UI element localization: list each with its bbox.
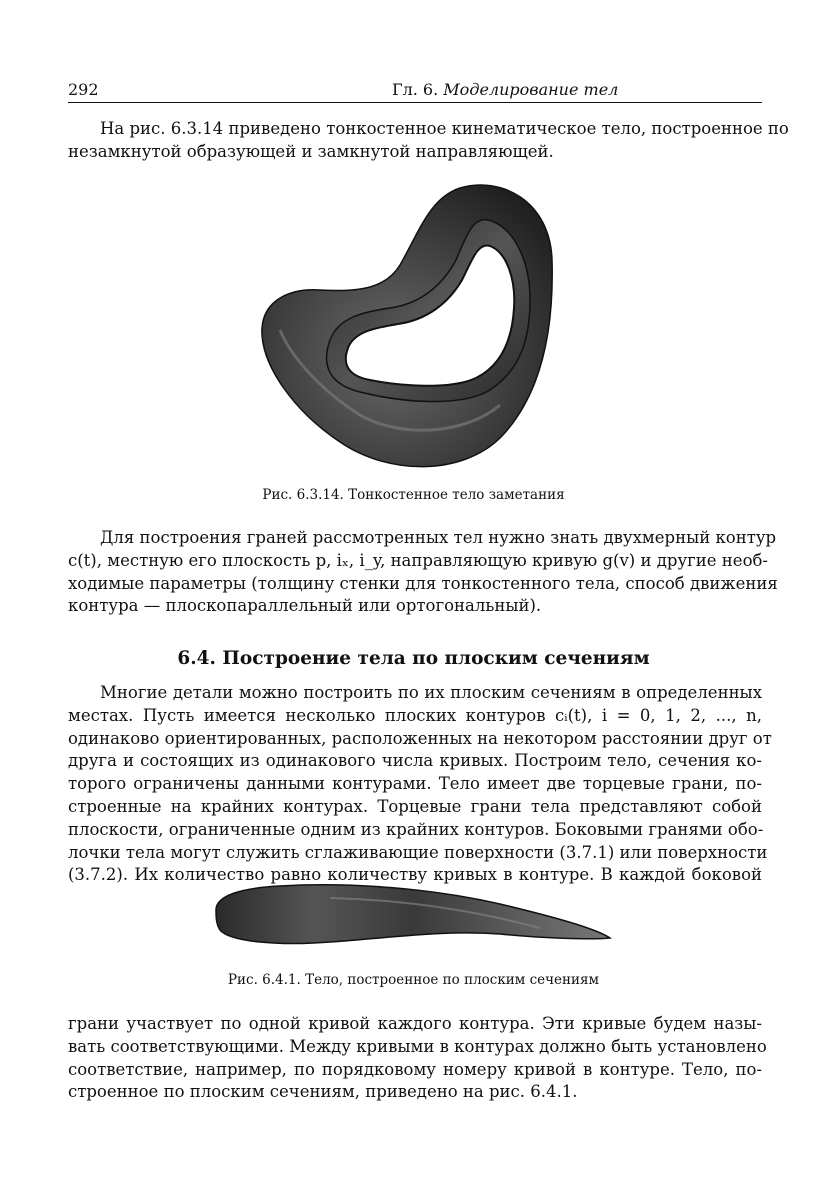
chapter-title: Моделирование тел	[443, 80, 619, 99]
lofted-body-image	[210, 878, 615, 950]
text-line: На рис. 6.3.14 приведено тонкостенное кинематическое тело, построенное по	[100, 119, 789, 138]
text-line: вать соответствующими. Между кривыми в контурах должно быть установлено	[68, 1036, 767, 1056]
text-line: торого ограничены данными контурами. Тело имеет две торцевые грани, по-	[68, 774, 762, 794]
swept-thin-wall-body-image	[250, 180, 580, 480]
text-line: строенное по плоским сечениям, приведено на рис. 6.4.1.	[68, 1082, 578, 1102]
text-line: плоскости, ограниченные одним из крайних контуров. Боковыми гранями обо-	[68, 819, 764, 839]
figure-caption: Рис. 6.4.1. Тело, построенное по плоским сечениям	[227, 972, 600, 988]
paragraph	[68, 1013, 767, 1104]
text-line: соответствие, например, по порядковому номеру кривой в контуре. Тело, по-	[68, 1059, 762, 1079]
section-heading: 6.4. Построение тела по плоским сечениям	[177, 648, 650, 669]
text-line: местах. Пусть имеется несколько плоских контуров cᵢ(t), i = 0, 1, 2, ..., n,	[68, 705, 762, 725]
chapter-number: Гл. 6.	[392, 80, 439, 99]
paragraph	[68, 682, 772, 887]
text-line: лочки тела могут служить сглаживающие поверхности (3.7.1) или поверхности	[68, 842, 768, 862]
running-header	[68, 78, 762, 103]
text-line: незамкнутой образующей и замкнутой направляющей.	[68, 141, 554, 161]
lofted-body-surface	[216, 885, 610, 944]
intro-paragraph	[68, 118, 789, 164]
text-line: грани участвует по одной кривой каждого контура. Эти кривые будем назы-	[68, 1014, 762, 1033]
text-line: Для построения граней рассмотренных тел нужно знать двухмерный контур	[100, 528, 777, 547]
text-line: одинаково ориентированных, расположенных на некотором расстоянии друг от	[68, 728, 772, 748]
text-line: Многие детали можно построить по их плоским сечениям в определенных	[100, 683, 762, 702]
text-line: строенные на крайних контурах. Торцевые грани тела представляют собой	[68, 796, 762, 816]
running-title	[392, 80, 618, 99]
page-number: 292	[68, 80, 99, 99]
paragraph	[68, 527, 778, 618]
text-line: друга и состоящих из одинакового числа кривых. Построим тело, сечения ко-	[68, 751, 762, 771]
text-line: ходимые параметры (толщину стенки для тонкостенного тела, способ движения	[68, 573, 778, 593]
text-line: c(t), местную его плоскость p, iₓ, i_y, направляющую кривую g(v) и другие необ-	[68, 550, 769, 570]
figure-caption: Рис. 6.3.14. Тонкостенное тело заметания	[262, 487, 565, 503]
text-line: контура — плоскопараллельный или ортогональный).	[68, 596, 542, 616]
text-line: (3.7.2). Их количество равно количеству кривых в контуре. В каждой боковой	[68, 865, 762, 885]
